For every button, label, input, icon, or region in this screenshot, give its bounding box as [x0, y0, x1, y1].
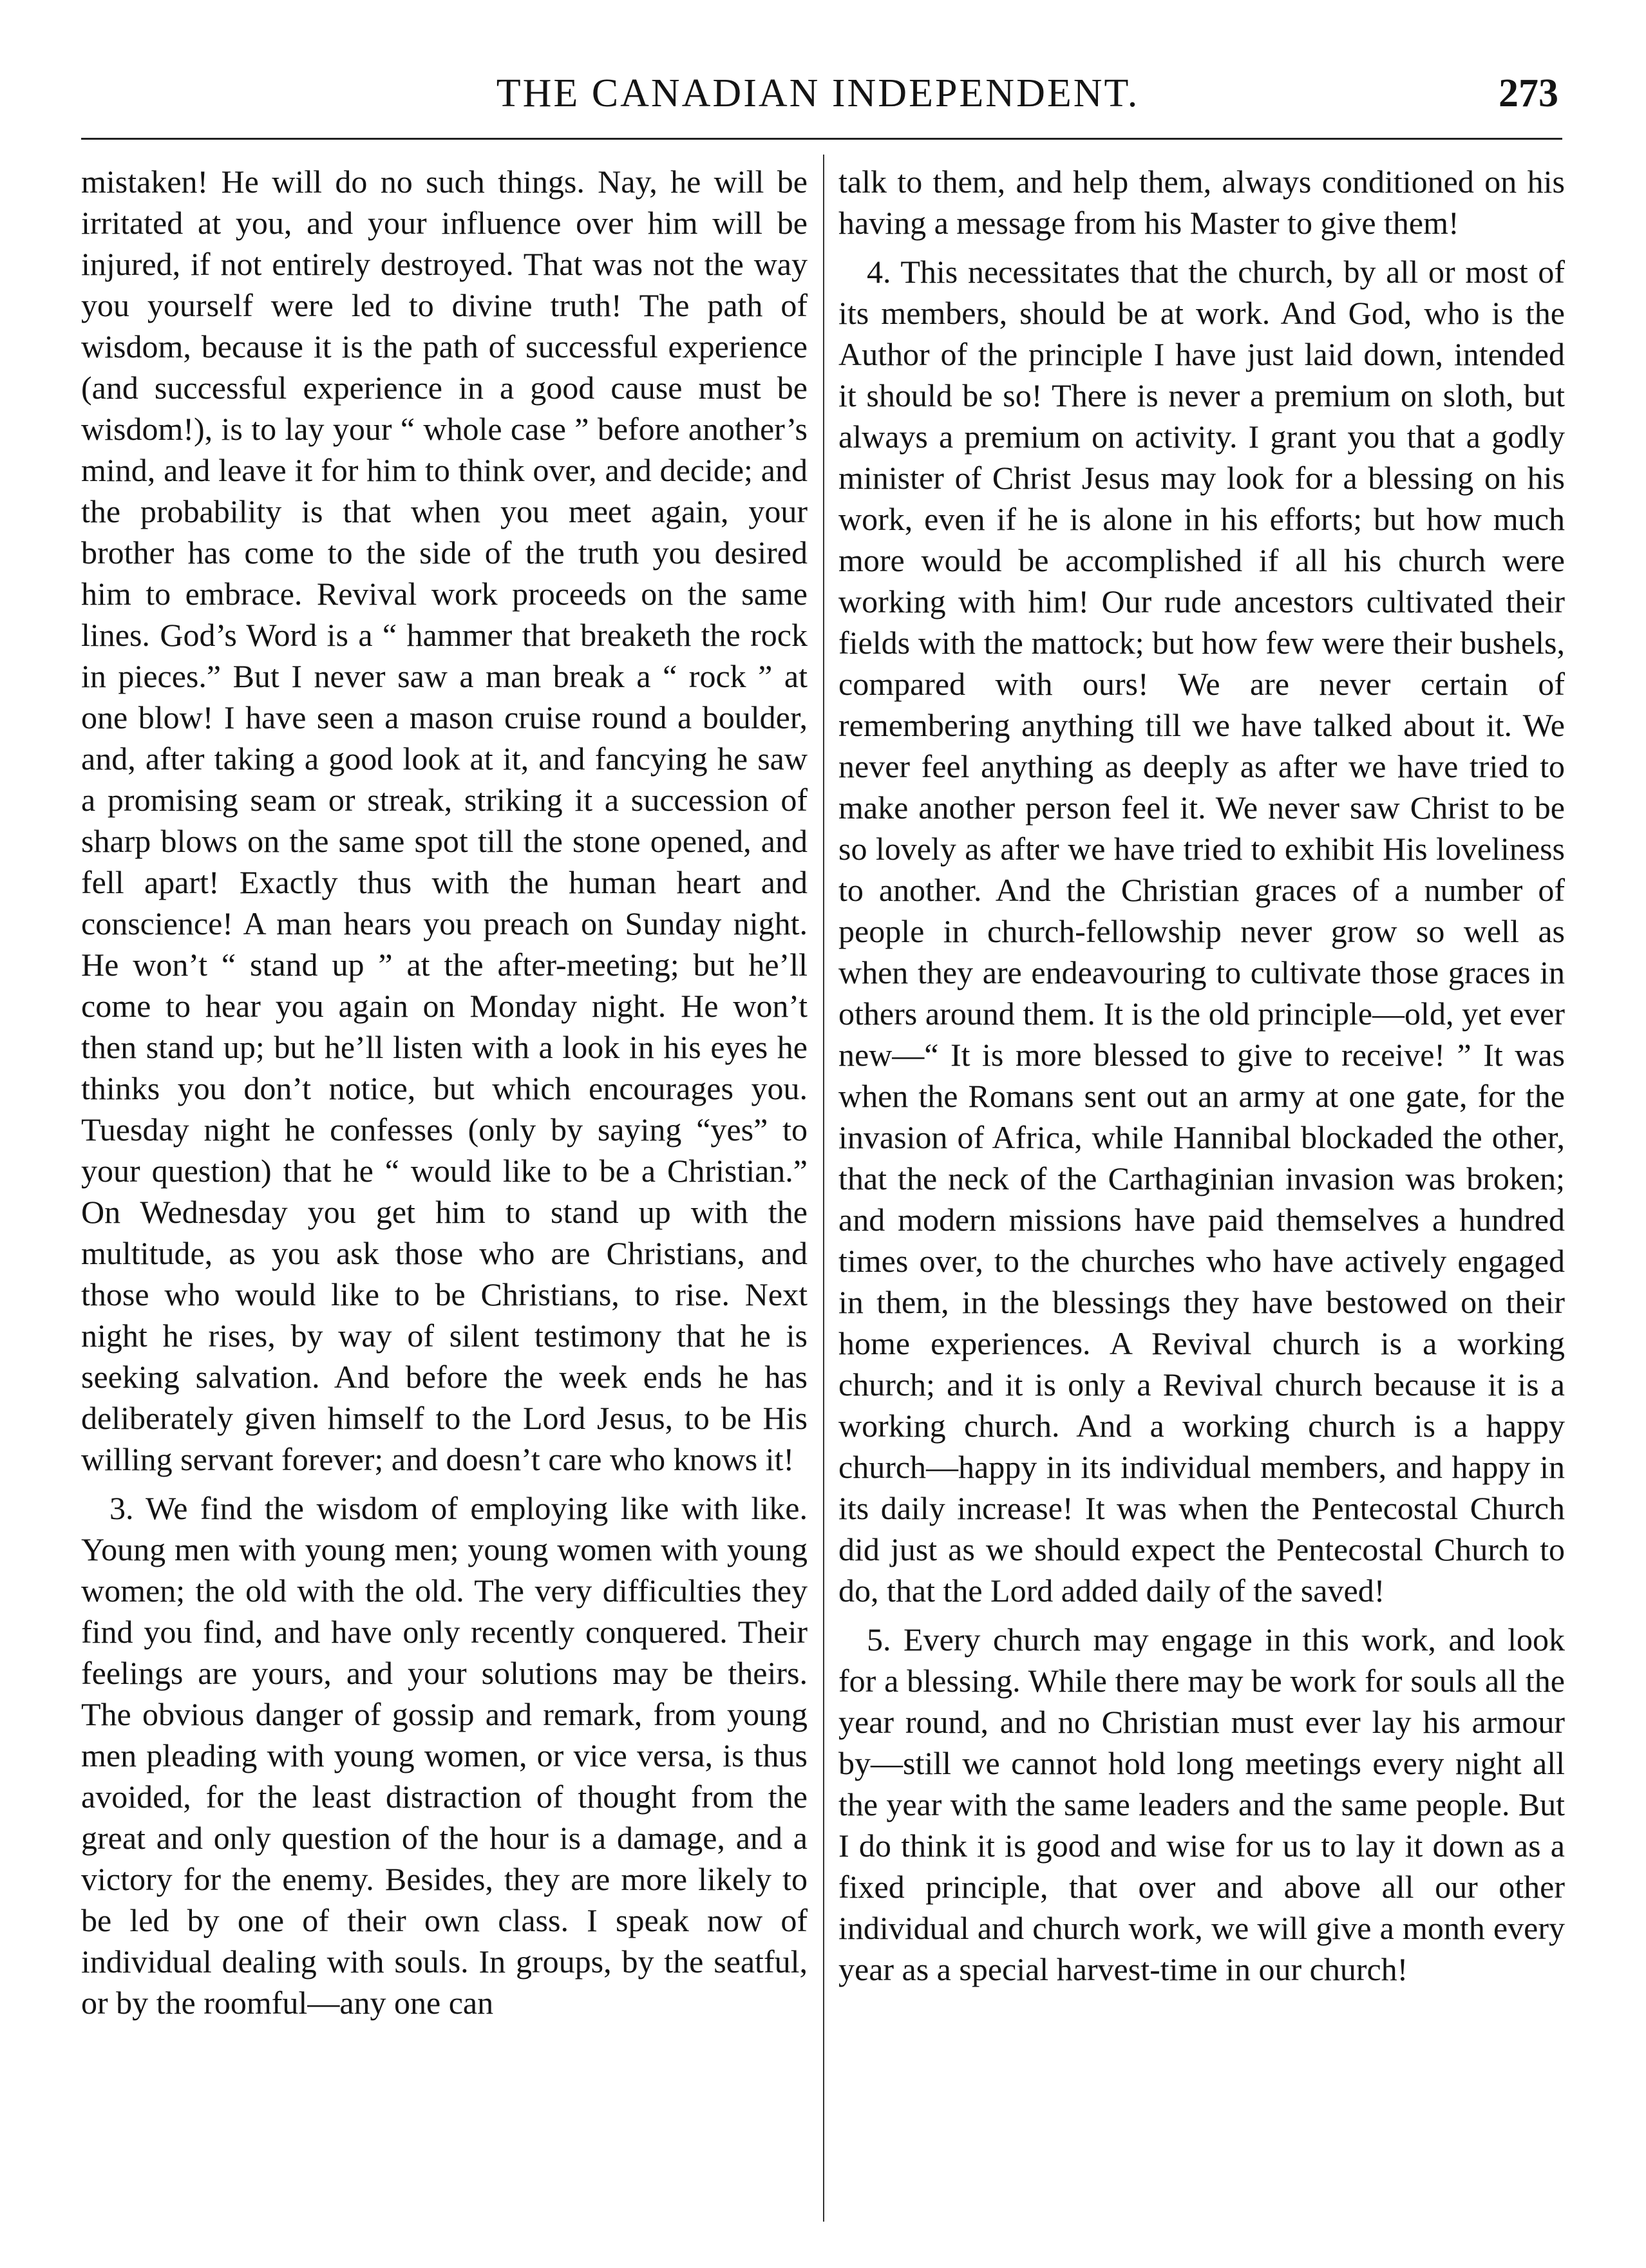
paragraph-point-3: 3. We find the wisdom of employing like with like. Young men with young men; young women with young women; the old with the old. The very difficulties they find you find, and have only recently conquered. Their feelings are yours, and your solutions may be theirs. The obvious danger of gossip and remark, from young men pleading with young women, or vice versa, is thus avoided, for the least distraction of thought from the great and only question of the hour is a damage, and a victory for the enemy. Besides, they are more likely to be led by one of their own class. I speak now of individual dealing with souls. In groups, by the seatful, or by the roomful—any one can	[81, 1490, 808, 2021]
right-column	[838, 161, 1565, 1990]
column-divider	[823, 155, 824, 2222]
paragraph-point-5: 5. Every church may engage in this work, and look for a blessing. While there may be work for souls all the year round, and no Christian must ever lay his armour by—still we cannot hold long meetings every night all the year with the same leaders and the same people. But I do think it is good and wise for us to lay it down as a fixed principle, that over and above all our other individual and church work, we will give a month every year as a special harvest-time in our church!	[838, 1621, 1565, 1987]
page-number: 273	[1499, 71, 1558, 115]
running-head	[77, 71, 1558, 122]
paragraph-point-4: 4. This necessitates that the church, by all or most of its members, should be at work. And God, who is the Author of the principle I have just laid down, intended it should be so! There is never a premium on sloth, but always a premium on activity. I grant you that a godly minister of Christ Jesus may look for a blessing on his work, even if he is alone in his efforts; but how much more would be accomplished if all his church were working with him! Our rude ancestors cultivated their fields with the mattock; but how few were their bushels, compared with ours! We are never certain of remembering anything till we have talked about it. We never feel anything as deeply as after we have tried to make another person feel it. We never saw Christ to be so lovely as after we have tried to exhibit His loveliness to another. And the Christian graces of a number of people in church-fellowship never grow so well as when they are endeavouring to cultivate those graces in others around them. It is the old principle—old, yet ever new—“ It is more blessed to give to receive! ” It was when the Romans sent out an army at one gate, for the invasion of Africa, while Hannibal blockaded the other, that the neck of the Carthaginian invasion was broken; and modern missions have paid themselves a hundred times over, to the churches who have actively engaged in them, in the blessings they have bestowed on their home experiences. A Revival church is a working church; and it is only a Revival church because it is a working church. And a working church is a happy church—happy in its individual members, and happy in its daily increase! It was when the Pentecostal Church did just as we should expect the Pentecostal Church to do, that the Lord added daily of the saved!	[838, 254, 1565, 1609]
running-title: THE CANADIAN INDEPENDENT.	[496, 71, 1140, 115]
paragraph-continued: mistaken! He will do no such things. Nay, he will be irritated at you, and your influence over him will be injured, if not entirely destroyed. That was not the way you yourself were led to divine truth! The path of wisdom, because it is the path of successful experience (and successful experience in a good cause must be wisdom!), is to lay your “ whole case ” before another’s mind, and leave it for him to think over, and decide; and the probability is that when you meet again, your brother has come to the side of the truth you desired him to embrace. Revival work proceeds on the same lines. God’s Word is a “ hammer that breaketh the rock in pieces.” But I never saw a man break a “ rock ” at one blow! I have seen a mason cruise round a boulder, and, after taking a good look at it, and fancying he saw a promising seam or streak, striking it a succession of sharp blows on the same spot till the stone opened, and fell apart! Exactly thus with the human heart and conscience! A man hears you preach on Sunday night. He won’t “ stand up ” at the after-meeting; but he’ll come to hear you again on Monday night. He won’t then stand up; but he’ll listen with a look in his eyes he thinks you don’t notice, but which encourages you. Tuesday night he confesses (only by saying “yes” to your question) that he “ would like to be a Christian.” On Wednesday you get him to stand up with the multitude, as you ask those who are Christians, and those who would like to be Christians, to rise. Next night he rises, by way of silent testimony that he is seeking salvation. And before the week ends he has deliberately given himself to the Lord Jesus, to be His willing servant forever; and doesn’t care who knows it!	[81, 164, 808, 1477]
paragraph-continued-right: talk to them, and help them, always conditioned on his having a message from his Master to give them!	[838, 164, 1565, 241]
header-rule	[81, 138, 1562, 140]
left-column	[81, 161, 808, 2023]
